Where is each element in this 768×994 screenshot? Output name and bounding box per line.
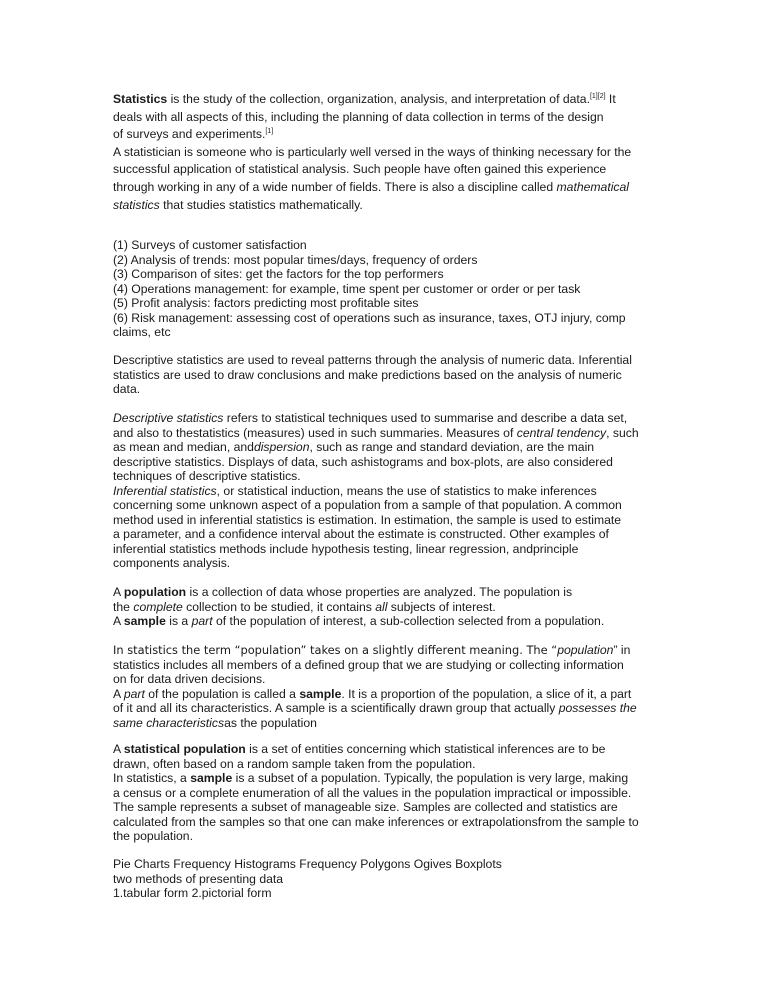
intro-line-5: successful application of statistical analysis. Such people have often gained this experience — [113, 162, 607, 177]
list-item: claims, etc — [113, 325, 171, 339]
list-item: (6) Risk management: assessing cost of operations such as insurance, taxes, OTJ injury, comp — [113, 310, 626, 325]
intro-line-2: deals with all aspects of this, including the planning of data collection in terms of the design — [113, 109, 604, 124]
applications-list — [113, 238, 661, 340]
intro-paragraph — [113, 91, 661, 214]
intro-line-3: of surveys and experiments.[1] — [113, 127, 274, 142]
term-population-paragraph: In statistics the term “population” takes on a slightly different meaning. The “population” in statistics includes all members of a defined group that we are studying or collecting information on for data driven decisions. A part of the population is called a sample. It is a proportion of the population, a slice of it, a part of it and all its characteristics. A sample is a scientifically drawn group that actually possesses the same characteristicsas the population — [113, 643, 637, 730]
intro-line-1: Statistics is the study of the collection, organization, analysis, and interpretation of data.[1][2] It — [113, 92, 616, 106]
citation-ref[interactable]: [1] — [265, 128, 274, 136]
citation-ref[interactable]: [1][2] — [589, 93, 606, 100]
descriptive-statistics-paragraph: Descriptive statistics refers to statistical techniques used to summarise and describe a data set, and also to thestatistics (measures) used in such summaries. Measures of central tendency, such as mean and median, anddispersion, such as range and standard deviation, are the main descriptive statistics. Displays of data, such ashistograms and box-plots, are also considered techniques of descriptive statistics. Inferential statistics, or statistical induction, means the use of statistics to make inferences concerning some unknown aspect of a population from a sample of that population. A common method used in inferential statistics is estimation. In estimation, the sample is used to estimate a parameter, and a confidence interval about the estimate is constructed. Other examples of inferential statistics methods include hypothesis testing, linear regression, andprinciple components analysis. — [113, 411, 639, 570]
list-item: (4) Operations management: for example, time spent per customer or order or per task — [113, 281, 581, 296]
list-item: (2) Analysis of trends: most popular times/days, frequency of orders — [113, 252, 478, 267]
list-item: (3) Comparison of sites: get the factors for the top performers — [113, 267, 444, 281]
intro-line-7: statistics that studies statistics mathematically. — [113, 197, 363, 212]
descriptive-inferential-paragraph: Descriptive statistics are used to reveal patterns through the analysis of numeric data. Inferential statistics are used to draw conclusions and make predictions based on the analysis of numeric data. — [113, 353, 632, 396]
list-item: (5) Profit analysis: factors predicting most profitable sites — [113, 296, 419, 310]
intro-line-6: through working in any of a wide number of fields. There is also a discipline called mathematical — [113, 179, 629, 194]
intro-line-4: A statistician is someone who is particularly well versed in the ways of thinking necessary for the — [113, 144, 632, 159]
list-item: (1) Surveys of customer satisfaction — [113, 238, 307, 252]
chart-types-paragraph: Pie Charts Frequency Histograms Frequency Polygons Ogives Boxplots two methods of presenting data 1.tabular form 2.pictorial form — [113, 857, 502, 900]
population-paragraph: A population is a collection of data whose properties are analyzed. The population is the complete collection to be studied, it contains all subjects of interest. A sample is a part of the population of interest, a sub-collection selected from a population. — [113, 585, 605, 628]
statistical-population-paragraph: A statistical population is a set of entities concerning which statistical inferences are to be drawn, often based on a random sample taken from the population. In statistics, a sample is a subset of a population. Typically, the population is very large, making a census or a complete enumeration of all the values in the population impractical or impossible. The sample represents a subset of manageable size. Samples are collected and statistics are calculated from the samples so that one can make inferences or extrapolationsfrom the sample to the population. — [113, 742, 639, 843]
